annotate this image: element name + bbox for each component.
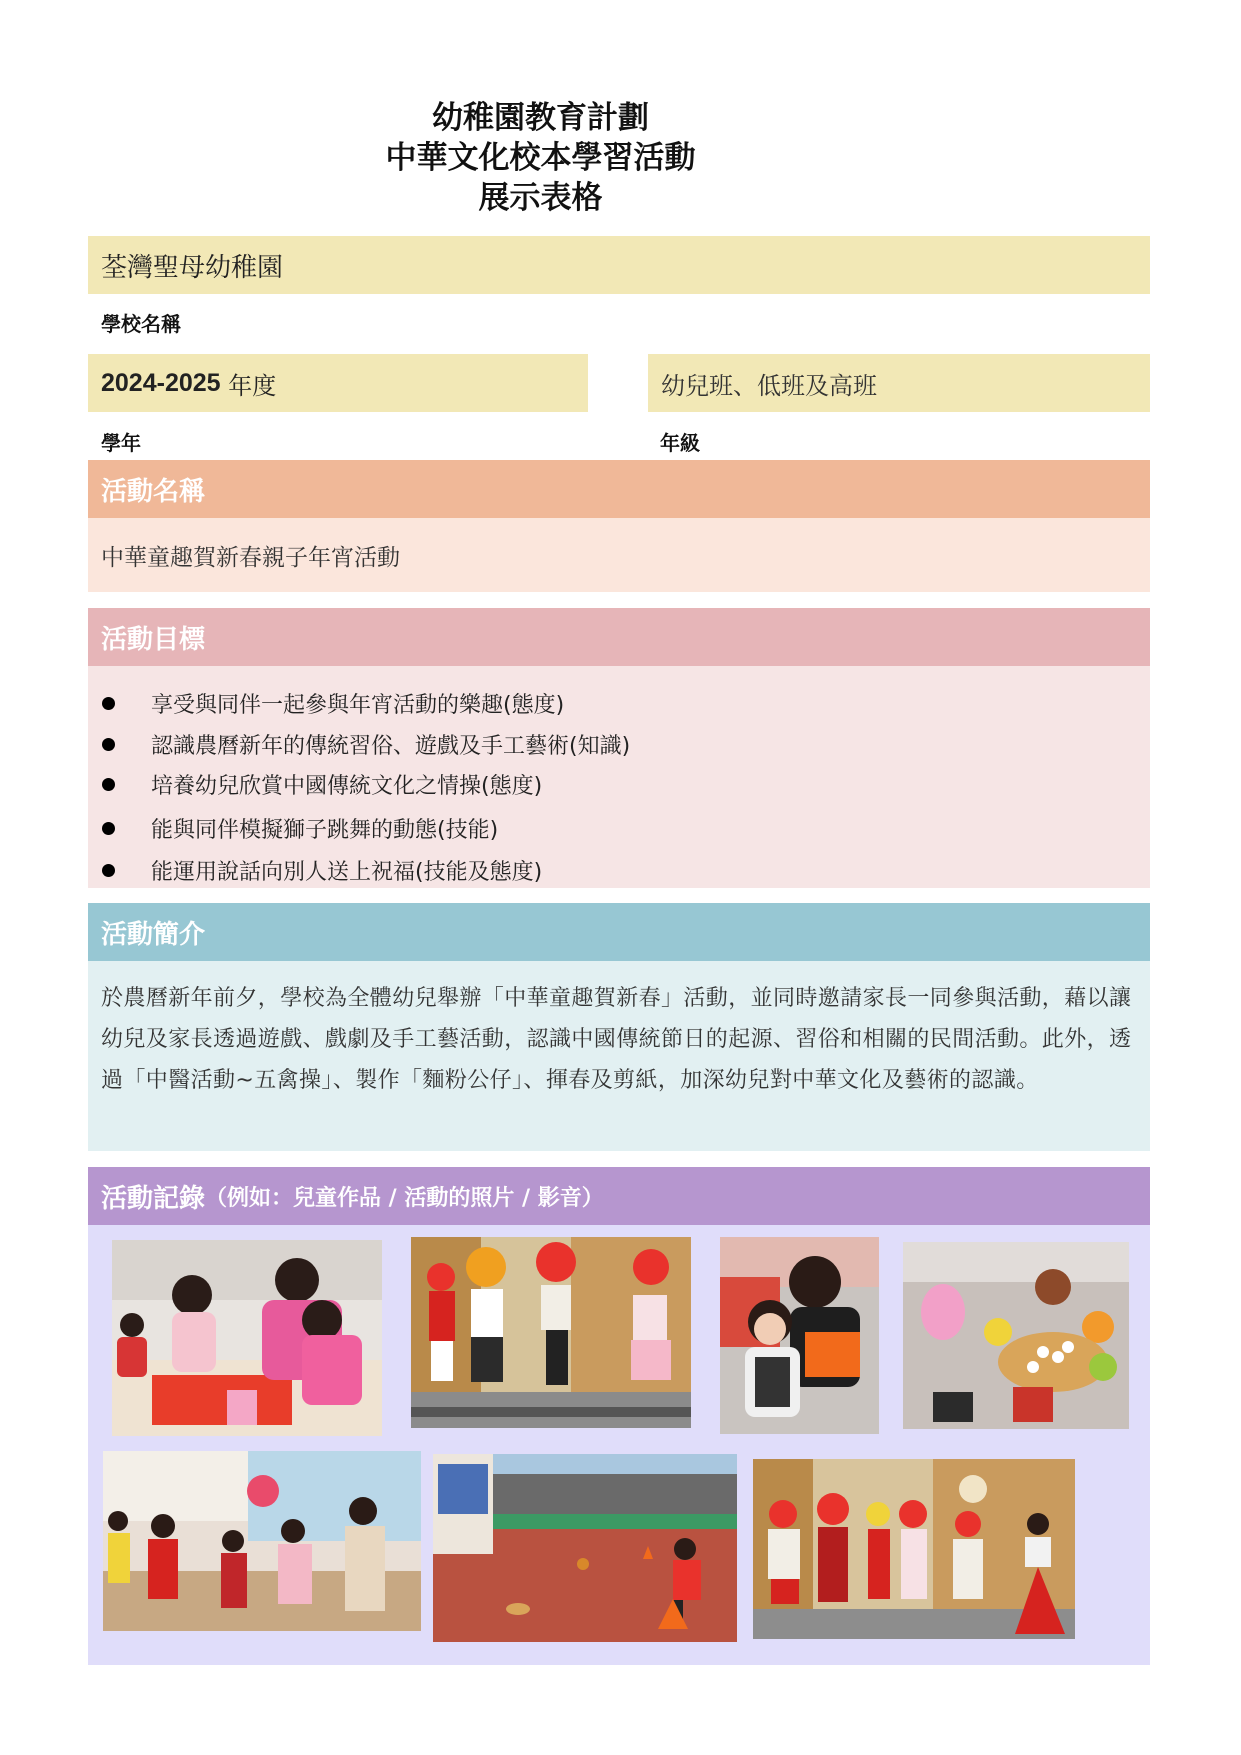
photo-classroom-dance	[103, 1451, 421, 1631]
records-heading: 活動記錄	[101, 1183, 206, 1214]
school-name-field	[88, 236, 1150, 294]
grade-field	[648, 354, 1150, 412]
introduction-header	[88, 903, 1150, 961]
records-header	[88, 1167, 1150, 1225]
photo-craft-activity	[112, 1240, 382, 1436]
bullet-icon	[102, 738, 115, 751]
records-heading-note: （例如：兒童作品 / 活動的照片 / 影音）	[205, 1185, 604, 1211]
grade-value: 幼兒班、低班及高班	[661, 371, 877, 400]
school-name-value: 荃灣聖母幼稚園	[101, 252, 284, 283]
school-year-field	[88, 354, 588, 412]
photo-shuttlecock-game	[433, 1454, 737, 1642]
activity-name-body	[88, 518, 1150, 592]
title-line-2: 中華文化校本學習活動	[385, 140, 696, 176]
photo-dough-figurines	[903, 1242, 1129, 1429]
bullet-icon	[102, 778, 115, 791]
school-name-label: 學校名稱	[101, 312, 181, 336]
photo-lion-dance-stage	[753, 1459, 1075, 1639]
photo-child-with-parent	[720, 1237, 879, 1434]
activity-name-header	[88, 460, 1150, 518]
bullet-icon	[102, 864, 115, 877]
bullet-icon	[102, 697, 115, 710]
introduction-text: 於農曆新年前夕，學校為全體幼兒舉辦「中華童趣賀新春」活動，並同時邀請家長一同參與活動，藉以讓幼兒及家長透過遊戲、戲劇及手工藝活動，認識中國傳統節日的起源、習俗和相關的民間活動。此外，透過「中醫活動~五禽操」、製作「麵粉公仔」、揮春及剪紙，加深幼兒對中華文化及藝術的認識。	[101, 986, 1132, 1093]
introduction-heading: 活動簡介	[101, 919, 206, 950]
grade-label: 年級	[660, 431, 700, 455]
photo-lion-dance-performers	[411, 1237, 691, 1428]
title-line-3: 展示表格	[478, 180, 603, 216]
activity-name-heading: 活動名稱	[101, 476, 206, 507]
bullet-icon	[102, 822, 115, 835]
objectives-header	[88, 608, 1150, 666]
school-year-label: 學年	[101, 431, 141, 455]
school-year-number: 2024-2025	[101, 368, 221, 397]
title-line-1: 幼稚園教育計劃	[432, 100, 649, 136]
objectives-heading: 活動目標	[101, 624, 206, 655]
activity-name-value: 中華童趣賀新春親子年宵活動	[101, 544, 400, 571]
form-title	[0, 98, 1081, 218]
school-year-suffix: 年度	[220, 371, 277, 400]
